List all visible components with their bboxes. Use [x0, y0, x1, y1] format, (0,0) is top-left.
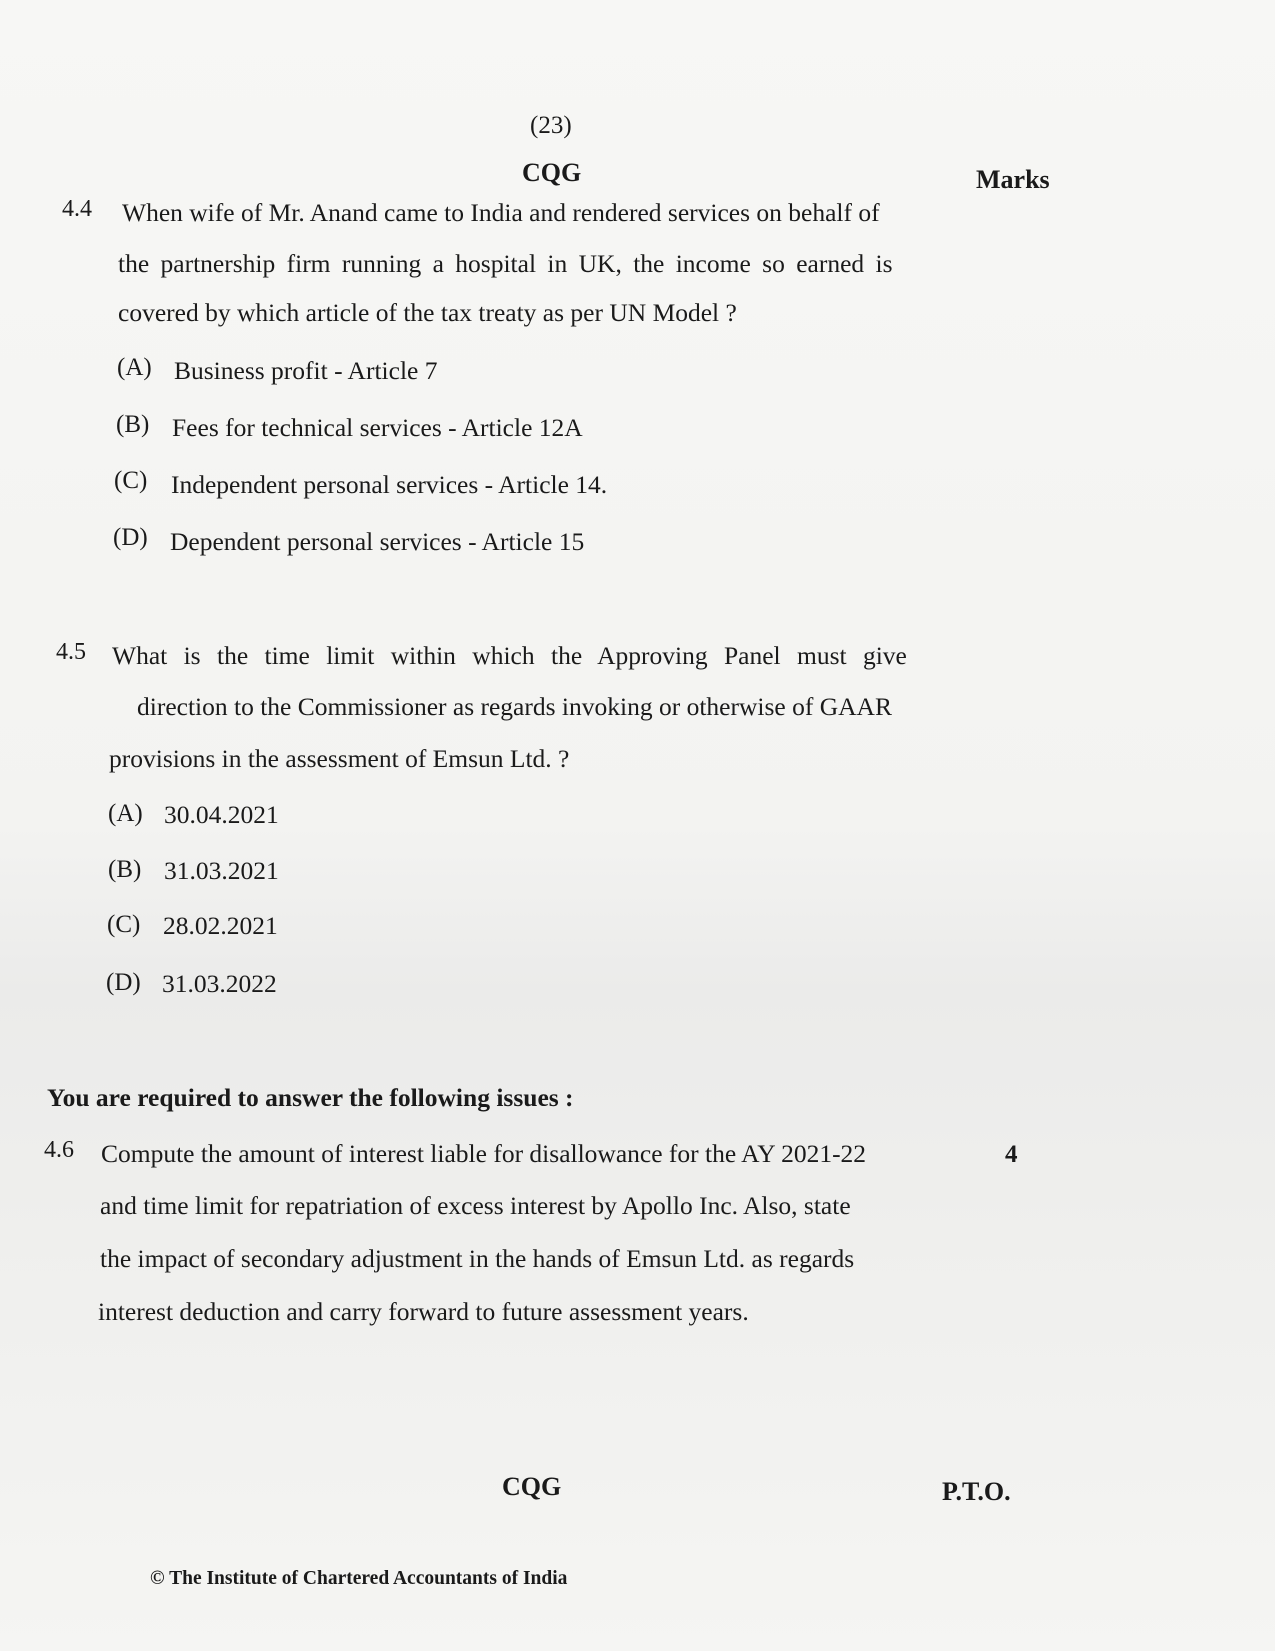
copyright-notice: © The Institute of Chartered Accountants of India	[150, 1568, 568, 1589]
option-label: (A)	[117, 354, 152, 381]
option-text: Dependent personal services - Article 15	[170, 527, 585, 556]
option-text: 28.02.2021	[163, 911, 278, 940]
option-label: (B)	[108, 856, 142, 883]
question-line: provisions in the assessment of Emsun Ltd. ?	[109, 744, 570, 773]
option-text: 31.03.2022	[162, 969, 277, 998]
paper-code-footer: CQG	[502, 1472, 562, 1501]
question-number: 4.5	[56, 639, 86, 665]
page-number: (23)	[530, 112, 572, 139]
question-line: When wife of Mr. Anand came to India and rendered services on behalf of	[122, 198, 880, 227]
please-turn-over: P.T.O.	[942, 1477, 1011, 1506]
option-text: Fees for technical services - Article 12A	[172, 413, 583, 442]
question-line: the partnership firm running a hospital in UK, the income so earned is	[118, 249, 893, 278]
bleed-through-decoration	[1060, 150, 1062, 176]
question-number: 4.4	[62, 196, 92, 222]
option-label: (A)	[108, 800, 143, 827]
paper-code-header: CQG	[522, 158, 582, 187]
question-line: direction to the Commissioner as regards invoking or otherwise of GAAR	[137, 692, 892, 721]
question-line: interest deduction and carry forward to future assessment years.	[98, 1297, 749, 1326]
option-label: (C)	[114, 467, 148, 494]
marks-column-label: Marks	[976, 165, 1050, 194]
question-line: covered by which article of the tax treaty as per UN Model ?	[118, 298, 737, 327]
question-line: the impact of secondary adjustment in the hands of Emsun Ltd. as regards	[100, 1244, 855, 1273]
option-text: Business profit - Article 7	[174, 356, 438, 385]
option-text: 31.03.2021	[164, 856, 279, 885]
question-line: and time limit for repatriation of excess interest by Apollo Inc. Also, state	[100, 1191, 851, 1220]
option-label: (D)	[113, 524, 148, 551]
option-label: (D)	[106, 969, 141, 996]
question-number: 4.6	[44, 1137, 74, 1163]
question-line: What is the time limit within which the Approving Panel must give	[112, 641, 907, 670]
question-marks: 4	[1005, 1141, 1018, 1168]
question-line: Compute the amount of interest liable for disallowance for the AY 2021-22	[101, 1139, 867, 1168]
option-text: Independent personal services - Article 14.	[171, 470, 608, 499]
option-text: 30.04.2021	[164, 800, 279, 829]
option-label: (B)	[116, 411, 150, 438]
instruction-heading: You are required to answer the following issues :	[47, 1083, 574, 1112]
option-label: (C)	[107, 911, 141, 938]
